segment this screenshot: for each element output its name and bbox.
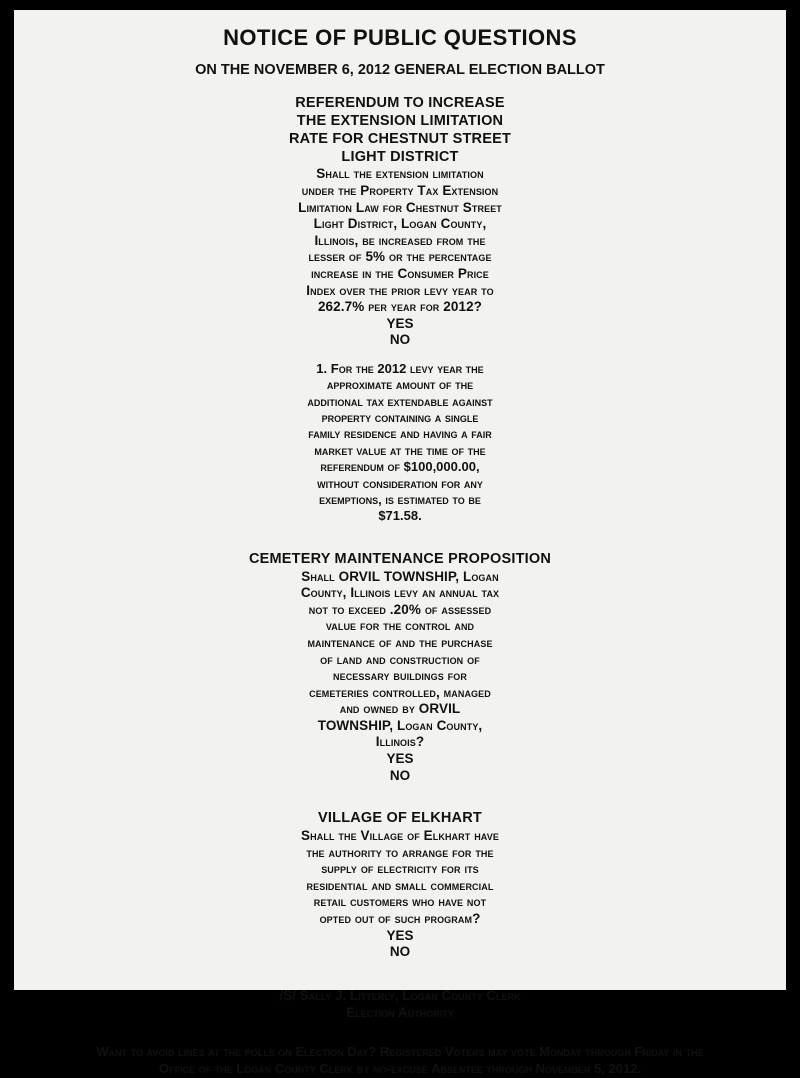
question-heading-line: LIGHT DISTRICT [341, 148, 459, 165]
question-body-line: the authority to arrange for the [306, 844, 494, 860]
question-body-line: value for the control and [325, 618, 475, 634]
question-heading [44, 551, 756, 569]
question-body-line: County, Illinois levy an annual tax [300, 585, 500, 601]
question-body-line: of land and construction of [320, 651, 480, 667]
question-body-line: Limitation Law for Chestnut Street [298, 199, 502, 215]
question-note-line: $71.58. [378, 508, 422, 524]
notice-document-page [14, 10, 786, 1076]
footer-notice [44, 1044, 756, 1078]
signature-authority-line: Election Authority [346, 1005, 454, 1021]
question-note-line: referendum of $100,000.00, [320, 459, 480, 475]
ballot-choice-no[interactable]: NO [389, 767, 411, 783]
question-heading [44, 95, 756, 166]
question-note-line: market value at the time of the [314, 442, 486, 458]
question-body [44, 828, 756, 928]
question-heading-line: VILLAGE OF ELKHART [318, 810, 482, 827]
question-heading-line: RATE FOR CHESTNUT STREET [288, 130, 512, 147]
signature-line: /S/ Sally J. Litterly, Logan County Clerk [279, 987, 521, 1003]
question-body [44, 166, 756, 315]
question-note-line: approximate amount of the [326, 377, 474, 393]
question-body-line: not to exceed .20% of assessed [308, 601, 492, 617]
question-heading-line: THE EXTENSION LIMITATION [296, 112, 504, 129]
question-note-line: property containing a single [321, 410, 479, 426]
question-body-line: Light District, Logan County, [313, 216, 487, 232]
ballot-choice-yes[interactable]: YES [386, 927, 414, 943]
question-body-line: 262.7% per year for 2012? [317, 299, 483, 315]
question-body-line: Shall the extension limitation [316, 166, 484, 182]
ballot-choice-no[interactable]: NO [389, 332, 411, 348]
question-body-line: Illinois? [375, 734, 425, 750]
question-note-line: without consideration for any [317, 475, 483, 491]
question-body [44, 569, 756, 752]
question-note-line: exemptions, is estimated to be [319, 491, 481, 507]
question-body-line: maintenance of and the purchase [307, 634, 493, 650]
public-question-block [44, 551, 756, 785]
question-body-line: necessary buildings for [333, 668, 467, 684]
public-question-block [44, 810, 756, 961]
question-note-line: 1. For the 2012 levy year the [316, 360, 484, 376]
question-body-line: supply of electricity for its [321, 861, 479, 877]
question-heading [44, 810, 756, 828]
footer-line: Office of the Logan County Clerk by no-excuse Absentee through November 5, 2012. [158, 1060, 642, 1076]
question-body-line: Shall ORVIL TOWNSHIP, Logan [301, 568, 499, 584]
question-body-line: opted out of such program? [319, 911, 481, 927]
page-title: NOTICE OF PUBLIC QUESTIONS [223, 25, 577, 50]
ballot-choices [44, 316, 756, 349]
public-question-block [44, 95, 756, 525]
question-body-line: retail customers who have not [313, 894, 487, 910]
question-body-line: cemeteries controlled, managed [309, 684, 491, 700]
question-body-line: Illinois, be increased from the [314, 232, 486, 248]
question-note-line: additional tax extendable against [307, 393, 493, 409]
question-body-line: lesser of 5% or the percentage [308, 249, 492, 265]
question-body-line: TOWNSHIP, Logan County, [317, 717, 483, 733]
question-body-line: and owned by ORVIL [339, 701, 461, 717]
question-body-line: Shall the Village of Elkhart have [301, 828, 499, 844]
question-body-line: Index over the prior levy year to [306, 282, 494, 298]
ballot-choices [44, 751, 756, 784]
question-body-line: residential and small commercial [306, 877, 494, 893]
question-heading-line: REFERENDUM TO INCREASE [295, 95, 505, 112]
signature-block [44, 987, 756, 1022]
ballot-choice-yes[interactable]: YES [386, 315, 414, 331]
question-heading-line: CEMETERY MAINTENANCE PROPOSITION [248, 550, 552, 567]
question-note [44, 361, 756, 525]
question-body-line: under the Property Tax Extension [301, 183, 499, 199]
page-subtitle: ON THE NOVEMBER 6, 2012 GENERAL ELECTION BALLOT [195, 62, 605, 79]
ballot-choice-yes[interactable]: YES [386, 751, 414, 767]
question-body-line: increase in the Consumer Price [311, 266, 489, 281]
question-note-line: family residence and having a fair [308, 426, 492, 442]
ballot-choice-no[interactable]: NO [389, 944, 411, 960]
ballot-choices [44, 928, 756, 961]
footer-line: Want to avoid lines at the polls on Election Day? Registered Voters may vote Monday through Friday in the [96, 1043, 704, 1059]
